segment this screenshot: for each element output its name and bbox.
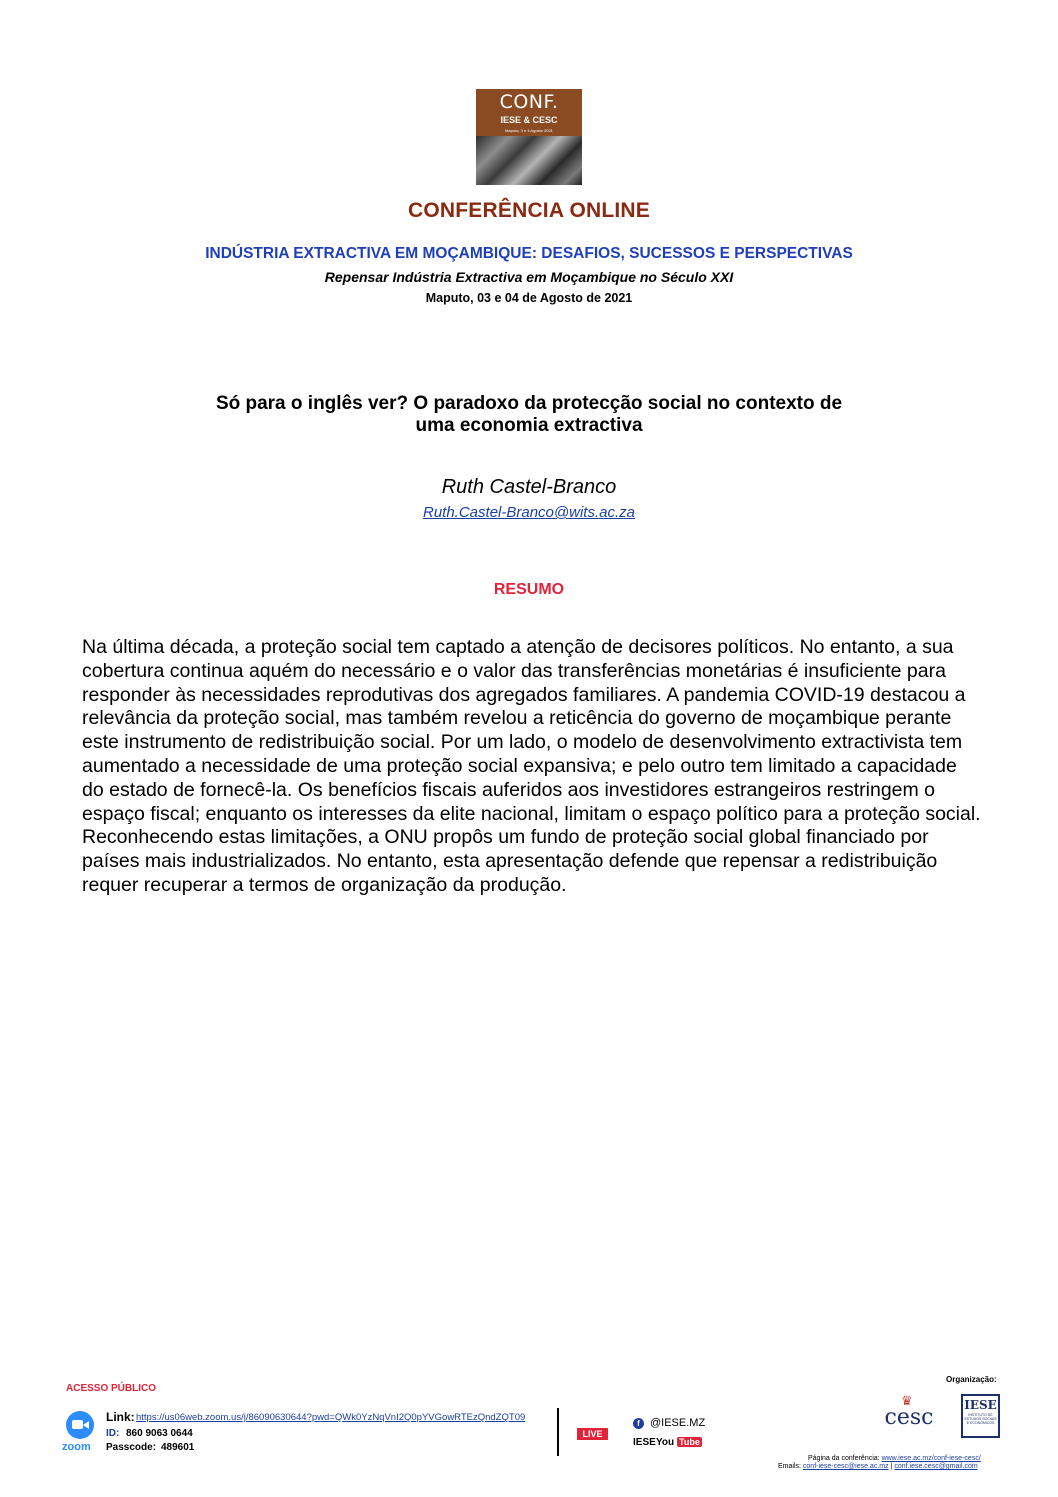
logo-title: CONF. bbox=[499, 91, 559, 113]
paper-author: Ruth Castel-Branco bbox=[441, 476, 617, 498]
zoom-link-url[interactable]: https://us06web.zoom.us/j/86090630644?pwd=QWk0YzNqVnI2Q0pYVGowRTEzQndZQT09 bbox=[136, 1412, 526, 1423]
abstract-heading: RESUMO bbox=[493, 581, 565, 598]
email-link-2[interactable]: conf.iese.cesc@gmail.com bbox=[894, 1463, 978, 1470]
iese-logo bbox=[961, 1394, 1000, 1438]
facebook-handle-link[interactable]: @IESE.MZ bbox=[650, 1417, 706, 1429]
conference-theme: INDÚSTRIA EXTRACTIVA EM MOÇAMBIQUE: DESAFIOS, SUCESSOS E PERSPECTIVAS bbox=[205, 245, 853, 262]
zoom-icon bbox=[66, 1411, 94, 1439]
logo-photo bbox=[476, 136, 582, 185]
abstract-text: Na última década, a proteção social tem captado a atenção de decisores políticos. No entanto, a sua cobertura continua aquém do necessário e o valor das transferências monetárias é insuficiente para responder às necessidades reprodutivas dos agregados familiares. A pandemia COVID-19 destacou a relevância da proteção social, mas também revelou a reticência do governo de moçambique perante este instrumento de redistribuição social. Por um lado, o modelo de desenvolvimento extractivista tem aumentado a necessidade de uma proteção social expansiva; e pelo outro tem limitado a capacidade do estado de fornecê-la. Os benefícios fiscais auferidos aos investidores estrangeiros restringem o espaço fiscal; enquanto os interesses da elite nacional, limitam o espaço político para a proteção social. Reconhecendo estas limitações, a ONU propôs um fundo de proteção social global financiado por países mais industrializados. No entanto, esta apresentação defende que repensar a redistribuição requer recuperar a termos de organização da produção. bbox=[82, 636, 981, 896]
conference-subtheme: Repensar Indústria Extractiva em Moçambique no Século XXI bbox=[324, 269, 734, 285]
conference-logo bbox=[476, 89, 582, 185]
conference-page-link[interactable]: www.iese.ac.mz/conf-iese-cesc/ bbox=[881, 1455, 981, 1462]
facebook-icon: f bbox=[633, 1418, 644, 1429]
conference-title: CONFERÊNCIA ONLINE bbox=[408, 199, 650, 222]
logo-subtitle: Maputo, 3 e 4 Agosto 2021 bbox=[505, 128, 553, 133]
zoom-passcode-value: 489601 bbox=[161, 1442, 195, 1453]
paper-title bbox=[0, 393, 1058, 437]
youtube-tube-icon[interactable]: Tube bbox=[679, 1437, 700, 1447]
zoom-id-value: 860 9063 0644 bbox=[126, 1428, 193, 1439]
footer-divider bbox=[557, 1408, 559, 1456]
conference-place-date: Maputo, 03 e 04 de Agosto de 2021 bbox=[425, 291, 633, 305]
public-access-label: ACESSO PÚBLICO bbox=[66, 1383, 157, 1394]
emails-line bbox=[778, 1463, 978, 1470]
email-link-1[interactable]: conf-iese-cesc@iese.ac.mz bbox=[802, 1463, 889, 1470]
email-separator: | bbox=[890, 1463, 893, 1470]
paper-title-line-1: Só para o inglês ver? O paradoxo da protecção social no contexto de bbox=[215, 393, 843, 414]
paper-title-line-2: uma economia extractiva bbox=[415, 415, 643, 436]
iese-logo-text: IESE bbox=[964, 1398, 997, 1412]
organization-label: Organização: bbox=[946, 1375, 997, 1384]
zoom-passcode-label: Passcode: bbox=[106, 1442, 157, 1453]
zoom-link-label: Link: bbox=[106, 1410, 135, 1424]
youtube-you: You bbox=[656, 1437, 675, 1448]
crown-icon: ♛ bbox=[901, 1393, 913, 1408]
iese-logo-subtext: INSTITUTO DE ESTUDOS SOCIAIS E ECONÓMICOS bbox=[964, 1413, 997, 1425]
cesc-logo-text: cesc bbox=[884, 1405, 934, 1430]
author-email-container bbox=[0, 504, 1058, 522]
conference-page-line bbox=[808, 1455, 981, 1462]
zoom-id-label: ID: bbox=[106, 1428, 120, 1439]
author-email-link[interactable]: Ruth.Castel-Branco@wits.ac.za bbox=[423, 504, 635, 521]
conference-page-label: Página da conferência: bbox=[808, 1455, 880, 1462]
zoom-brand: zoom bbox=[62, 1441, 91, 1453]
emails-label: Emails: bbox=[778, 1463, 801, 1470]
cesc-logo bbox=[878, 1393, 940, 1433]
live-badge: LIVE bbox=[577, 1428, 608, 1440]
logo-organizers: IESE & CESC bbox=[500, 115, 558, 125]
youtube-prefix: IESE bbox=[633, 1437, 656, 1448]
